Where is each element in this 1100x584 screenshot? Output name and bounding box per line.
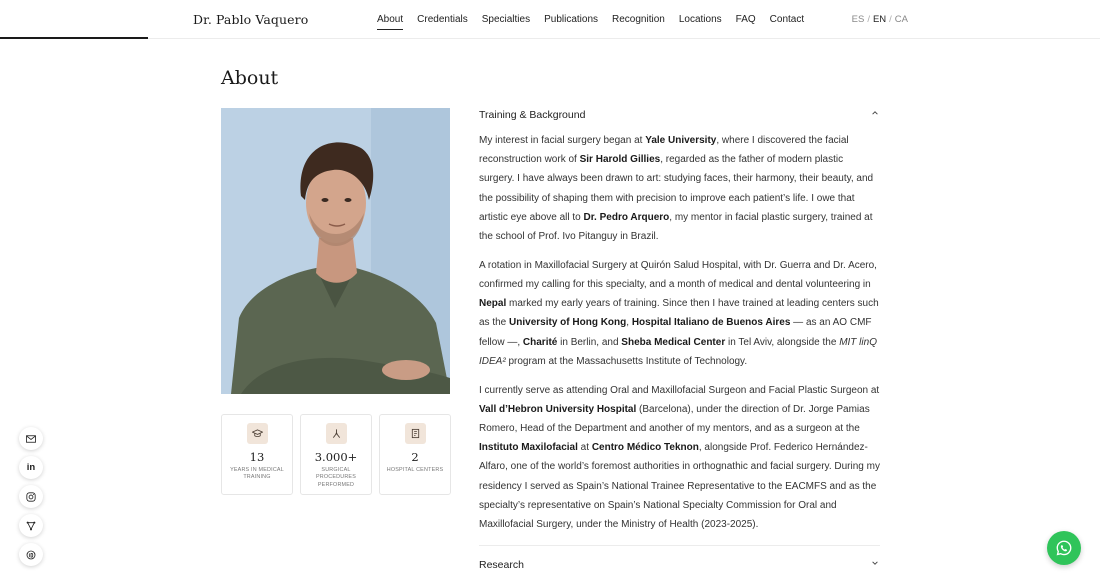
bio-text: , alongside Prof. Federico Hernández-Alfaro, one of the world’s foremost authorities in orthognathic and facial surgery. During my residency I served as Spain’s National Trainee Representative to the EACMFS and as the specialty’s representative on Spain’s National Specialty Commission for Oral and Maxillofacial Surgery, under the Ministry of Health (2023-2025). <box>479 442 880 531</box>
orcid-icon[interactable] <box>19 543 43 566</box>
bio-emphasis: MIT linQ IDEA² <box>479 336 877 367</box>
language-es[interactable]: ES <box>851 14 865 25</box>
chevron-down-icon <box>871 559 879 571</box>
accordion-header-training[interactable] <box>479 109 879 121</box>
bio-text: , my mentor in facial plastic surgery, trained at the school of Prof. Ivo Pitanguy in Brazil. <box>479 211 873 243</box>
bio-paragraph <box>479 131 880 246</box>
stat-value: 3.000+ <box>314 450 358 464</box>
researchgate-icon[interactable] <box>19 514 43 537</box>
bio-highlight: Vall d’Hebron University Hospital <box>479 403 637 415</box>
language-en[interactable]: EN <box>872 14 887 25</box>
site-logo[interactable]: Dr. Pablo Vaquero <box>193 12 309 27</box>
scalpel-icon <box>326 423 347 444</box>
bio-text: , where I discovered the facial reconstruction work of <box>479 135 849 166</box>
bio-highlight: Charité <box>522 336 558 348</box>
bio-highlight: Sheba Medical Center <box>621 336 726 348</box>
language-separator: / <box>867 14 870 25</box>
main-nav <box>377 14 804 25</box>
bio-paragraph <box>479 256 880 371</box>
bio-highlight: Hospital Italiano de Buenos Aires <box>631 317 791 329</box>
nav-specialties[interactable]: Specialties <box>481 14 531 25</box>
bio-text: I currently serve as attending Oral and Maxillofacial Surgeon and Facial Plastic Surgeon at <box>479 384 880 396</box>
nav-about[interactable]: About <box>377 14 404 25</box>
accordion-header-research[interactable] <box>479 559 879 571</box>
instagram-icon[interactable] <box>19 485 43 508</box>
mail-icon[interactable] <box>19 427 43 450</box>
bio-highlight: Sir Harold Gillies <box>579 154 661 166</box>
bio-text: , <box>626 317 632 329</box>
nav-recognition[interactable]: Recognition <box>612 14 665 25</box>
nav-locations[interactable]: Locations <box>678 14 722 25</box>
language-ca[interactable]: CA <box>894 14 908 25</box>
bio-highlight: Centro Médico Teknon <box>591 442 699 454</box>
bio-text: , regarded as the father of modern plastic surgery. I have always been drawn to art: studying faces, their harmony, their beauty, and the possibility of shaping them with precision to improve each patient’s life. I owe that artistic eye above all to <box>479 154 874 223</box>
stat-label: YEARS IN MEDICAL TRAINING <box>230 467 284 481</box>
bio-highlight: University of Hong Kong <box>509 317 627 329</box>
hospital-icon <box>405 423 426 444</box>
bio-paragraph <box>479 381 880 535</box>
bio-text: (Barcelona), under the direction of Dr. Jorge Pamias Romero, Head of the Department and another of my mentors, and as a surgeon at the <box>479 403 870 435</box>
chevron-up-icon <box>871 109 879 121</box>
whatsapp-button[interactable] <box>1047 531 1081 565</box>
doctor-portrait <box>221 108 450 394</box>
stats-row <box>221 414 451 495</box>
portrait-illustration <box>221 108 450 394</box>
stat-card-procedures <box>300 414 372 495</box>
nav-contact[interactable]: Contact <box>769 14 805 25</box>
bio-highlight: Dr. Pedro Arquero <box>583 211 670 223</box>
bio-highlight: Nepal <box>479 298 507 310</box>
stat-card-years <box>221 414 293 495</box>
page-title: About <box>221 67 279 89</box>
bio-highlight: Yale University <box>645 135 717 146</box>
stat-label: HOSPITAL CENTERS <box>386 467 444 473</box>
stat-value: 2 <box>411 450 419 464</box>
graduation-cap-icon <box>247 423 268 444</box>
nav-credentials[interactable]: Credentials <box>417 14 468 25</box>
bio-text: at <box>577 442 592 454</box>
bio-highlight: Instituto Maxilofacial <box>479 442 578 454</box>
bio-text: A rotation in Maxillofacial Surgery at Quirón Salud Hospital, with Dr. Guerra and Dr. Acero, confirmed my calling for this specialty, and a month of medical and dental volunteering in <box>479 259 877 291</box>
accordion-title: Research <box>479 559 524 571</box>
social-links <box>19 427 43 566</box>
stat-label: SURGICAL PROCEDURES PERFORMED <box>315 467 357 488</box>
stat-value: 13 <box>249 450 265 464</box>
linkedin-glyph: in <box>26 462 36 473</box>
bio-text: marked my early years of training. Since then I have trained at leading centers such as the <box>479 298 879 329</box>
language-switcher <box>852 14 908 25</box>
linkedin-icon[interactable] <box>19 456 43 479</box>
bio-text: in Berlin, and <box>557 336 622 348</box>
site-header <box>0 0 1100 39</box>
bio-text: — as an AO CMF fellow —, <box>479 317 872 348</box>
language-separator: / <box>889 14 892 25</box>
accordion-body-training <box>479 131 880 544</box>
bio-text: in Tel Aviv, alongside the <box>725 336 840 348</box>
whatsapp-icon <box>1055 539 1073 557</box>
stat-card-centers <box>379 414 451 495</box>
bio-text: program at the Massachusetts Institute of Technology. <box>505 355 748 367</box>
nav-faq[interactable]: FAQ <box>735 14 756 25</box>
header-progress-bar <box>0 37 148 39</box>
nav-publications[interactable]: Publications <box>544 14 599 25</box>
bio-text: My interest in facial surgery began at <box>479 135 646 146</box>
accordion-title: Training & Background <box>479 109 586 121</box>
accordion-divider <box>479 545 880 546</box>
